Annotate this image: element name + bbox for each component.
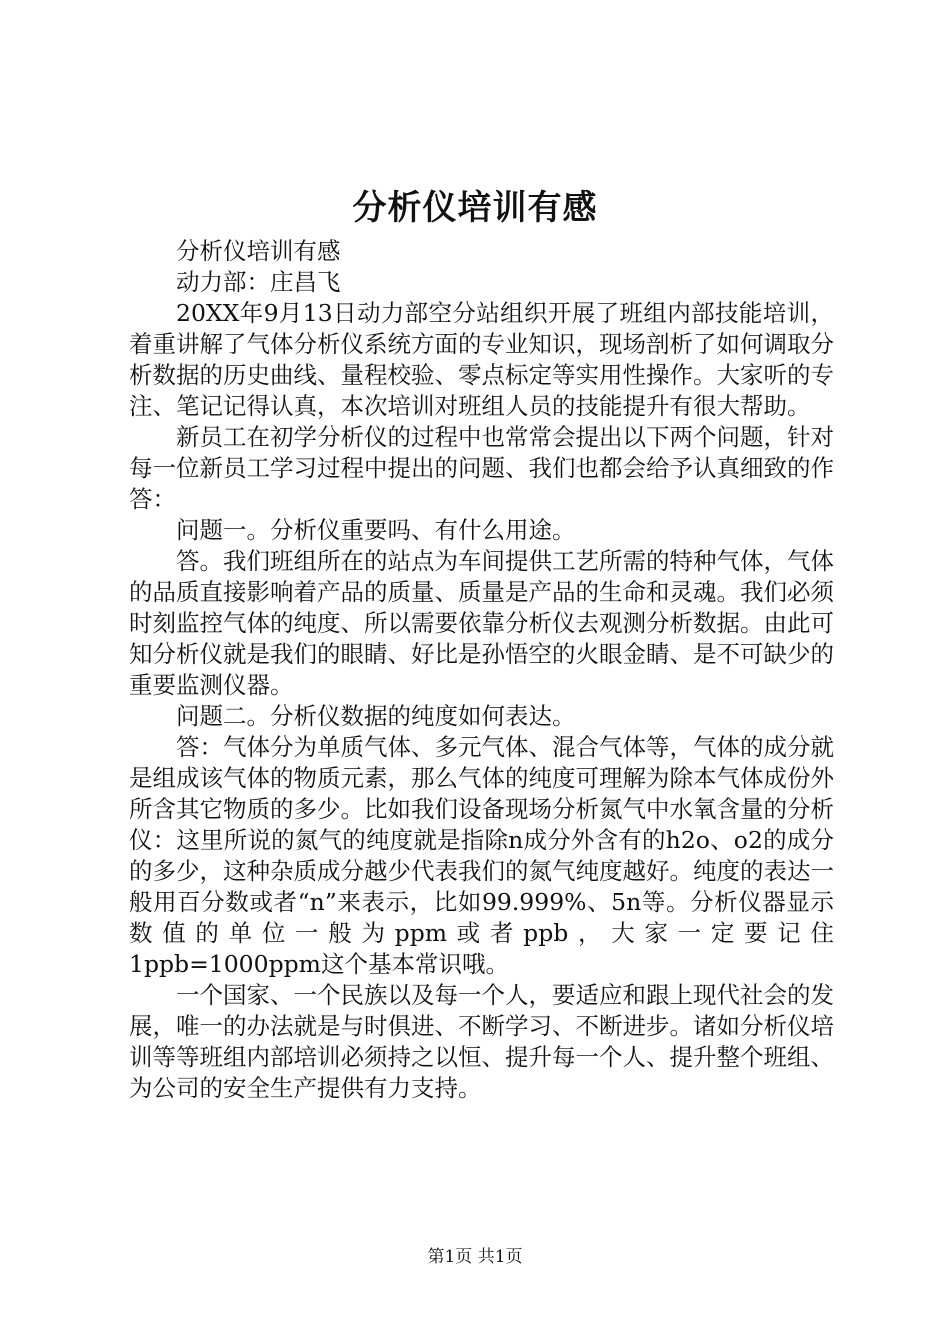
paragraph-intro: 20XX年9月13日动力部空分站组织开展了班组内部技能培训，着重讲解了气体分析仪系统方面的专业知识，现场剖析了如何调取分析数据的历史曲线、量程校验、零点标定等实用性操作。大家听的专注、笔记记得认真，本次培训对班组人员的技能提升有很大帮助。 — [129, 299, 834, 420]
paragraph-subtitle: 分析仪培训有感 — [176, 237, 341, 265]
paragraph-conclusion: 一个国家、一个民族以及每一个人，要适应和跟上现代社会的发展，唯一的办法就是与时俱进、不断学习、不断进步。诸如分析仪培训等等班组内部培训必须持之以恒、提升每一个人、提升整个班组、为公司的安全生产提供有力支持。 — [129, 981, 834, 1102]
paragraph-answer-1: 答。我们班组所在的站点为车间提供工艺所需的特种气体，气体的品质直接影响着产品的质量、质量是产品的生命和灵魂。我们必须时刻监控气体的纯度、所以需要依靠分析仪去观测分析数据。由此可知分析仪就是我们的眼睛、好比是孙悟空的火眼金睛、是不可缺少的重要监测仪器。 — [129, 547, 834, 699]
paragraph-new-staff: 新员工在初学分析仪的过程中也常常会提出以下两个问题，针对每一位新员工学习过程中提出的问题、我们也都会给予认真细致的作答： — [129, 423, 834, 513]
paragraph-question-2: 问题二。分析仪数据的纯度如何表达。 — [176, 702, 576, 730]
page-footer: 第1页 共1页 — [427, 1247, 523, 1267]
document-body — [129, 236, 834, 1104]
paragraph-question-1: 问题一。分析仪重要吗、有什么用途。 — [176, 516, 576, 544]
document-title: 分析仪培训有感 — [352, 188, 598, 228]
paragraph-answer-2: 答：气体分为单质气体、多元气体、混合气体等，气体的成分就是组成该气体的物质元素，那么气体的纯度可理解为除本气体成份外所含其它物质的多少。比如我们设备现场分析氮气中水氧含量的分析仪：这里所说的氮气的纯度就是指除n成分外含有的h2o、o2的成分的多少，这种杂质成分越少代表我们的氮气纯度越好。纯度的表达一般用百分数或者“n”来表示，比如99.999%、5n等。分析仪器显示数值的单位一般为ppm或者ppb，大家一定要记住1ppb=1000ppm这个基本常识哦。 — [129, 733, 834, 978]
paragraph-author: 动力部：庄昌飞 — [176, 268, 341, 296]
